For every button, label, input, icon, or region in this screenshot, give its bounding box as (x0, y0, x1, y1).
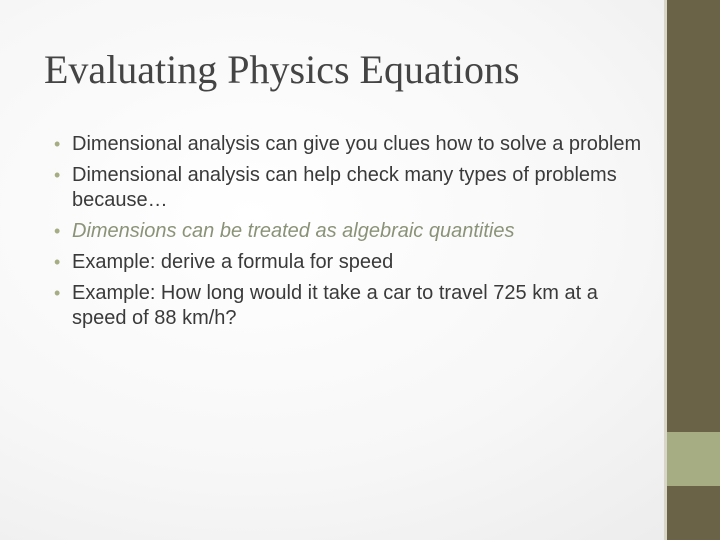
bullet-dot-icon: • (54, 283, 61, 303)
sidebar-bottom-block (667, 486, 720, 540)
bullet-item (52, 250, 642, 275)
bullet-item (52, 281, 642, 331)
slide-title: Evaluating Physics Equations (44, 47, 520, 92)
bullet-dot-icon: • (54, 134, 61, 154)
bullet-item-emphasis (52, 219, 642, 244)
bullet-text: Dimensions can be treated as algebraic quantities (72, 220, 515, 242)
bullet-text: Example: How long would it take a car to travel 725 km at a speed of 88 km/h? (72, 282, 598, 329)
bullet-item (52, 163, 642, 213)
bullet-item (52, 132, 642, 157)
bullet-text: Dimensional analysis can give you clues how to solve a problem (72, 133, 642, 155)
bullet-dot-icon: • (54, 252, 61, 272)
bullet-text: Dimensional analysis can help check many types of problems because… (72, 164, 617, 211)
bullet-text: Example: derive a formula for speed (72, 251, 394, 273)
sidebar-accent-block (667, 432, 720, 486)
bullet-dot-icon: • (54, 165, 61, 185)
bullet-list (52, 132, 642, 337)
bullet-dot-icon: • (54, 221, 61, 241)
